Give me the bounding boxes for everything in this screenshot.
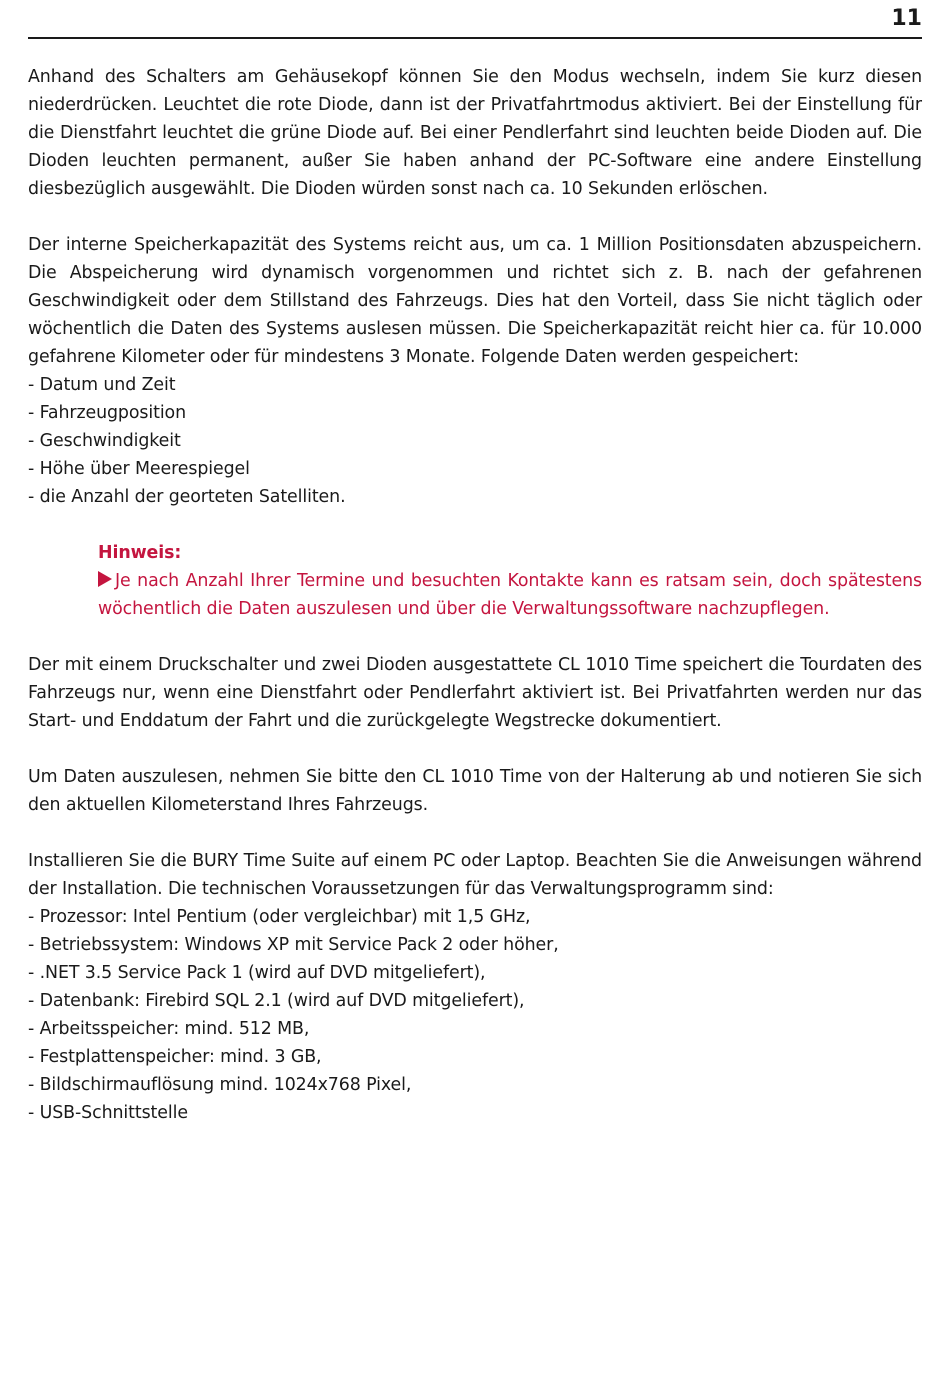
list-item: - Fahrzeugposition [28, 403, 187, 423]
hint-body [98, 567, 922, 623]
list-item: - Prozessor: Intel Pentium (oder vergleichbar) mit 1,5 GHz, [28, 907, 531, 927]
stored-data-list [28, 371, 922, 511]
list-item: - die Anzahl der georteten Satelliten. [28, 487, 346, 507]
hint-title: Hinweis: [98, 543, 182, 563]
list-item: - Höhe über Meerespiegel [28, 459, 250, 479]
paragraph-read-data: Um Daten auszulesen, nehmen Sie bitte den CL 1010 Time von der Halterung ab und notieren Sie sich den aktuellen Kilometerstand Ihres Fahrzeugs. [28, 767, 922, 815]
paragraph-mode-switch: Anhand des Schalters am Gehäusekopf können Sie den Modus wechseln, indem Sie kurz diesen niederdrücken. Leuchtet die rote Diode, dann ist der Privatfahrtmodus aktiviert. Bei der Einstellung für die Dienstfahrt leuchtet die grüne Diode auf. Bei einer Pendlerfahrt sind leuchten beide Dioden auf. Die Dioden leuchten permanent, außer Sie haben anhand der PC-Software eine andere Einstellung diesbezüglich ausgewählt. Die Dioden würden sonst nach ca. 10 Sekunden erlöschen. [28, 67, 922, 199]
list-item: - Festplattenspeicher: mind. 3 GB, [28, 1047, 322, 1067]
paragraph-installation: Installieren Sie die BURY Time Suite auf einem PC oder Laptop. Beachten Sie die Anweisungen während der Installation. Die technischen Voraussetzungen für das Verwaltungsprogramm sind: [28, 851, 922, 899]
requirements-list [28, 903, 922, 1127]
list-item: - Arbeitsspeicher: mind. 512 MB, [28, 1019, 310, 1039]
page-content [28, 63, 922, 1155]
hint-text: Je nach Anzahl Ihrer Termine und besuchten Kontakte kann es ratsam sein, doch spätestens wöchentlich die Daten auszulesen und über die Verwaltungssoftware nachzupflegen. [98, 571, 922, 619]
hint-box [98, 539, 922, 623]
paragraph-storage-capacity: Der interne Speicherkapazität des Systems reicht aus, um ca. 1 Million Positionsdaten abzuspeichern. Die Abspeicherung wird dynamisch vorgenommen und richtet sich z. B. nach der gefahrenen Geschwindigkeit oder dem Stillstand des Fahrzeugs. Dies hat den Vorteil, dass Sie nicht täglich oder wöchentlich die Daten des Systems auslesen müssen. Die Speicherkapazität reicht hier ca. für 10.000 gefahrene Kilometer oder für mindestens 3 Monate. Folgende Daten werden gespeichert: [28, 235, 922, 367]
list-item: - Bildschirmauflösung mind. 1024x768 Pixel, [28, 1075, 412, 1095]
list-item: - Datum und Zeit [28, 375, 176, 395]
list-item: - Datenbank: Firebird SQL 2.1 (wird auf DVD mitgeliefert), [28, 991, 525, 1011]
list-item: - .NET 3.5 Service Pack 1 (wird auf DVD mitgeliefert), [28, 963, 486, 983]
list-item: - Geschwindigkeit [28, 431, 181, 451]
arrow-right-icon [98, 571, 112, 587]
list-item: - Betriebssystem: Windows XP mit Service Pack 2 oder höher, [28, 935, 559, 955]
list-item: - USB-Schnittstelle [28, 1103, 188, 1123]
header-rule [28, 37, 922, 39]
page-number: 11 [891, 6, 922, 31]
paragraph-tour-data: Der mit einem Druckschalter und zwei Dioden ausgestattete CL 1010 Time speichert die Tourdaten des Fahrzeugs nur, wenn eine Dienstfahrt oder Pendlerfahrt aktiviert ist. Bei Privatfahrten werden nur das Start- und Enddatum der Fahrt und die zurückgelegte Wegstrecke dokumentiert. [28, 655, 922, 731]
